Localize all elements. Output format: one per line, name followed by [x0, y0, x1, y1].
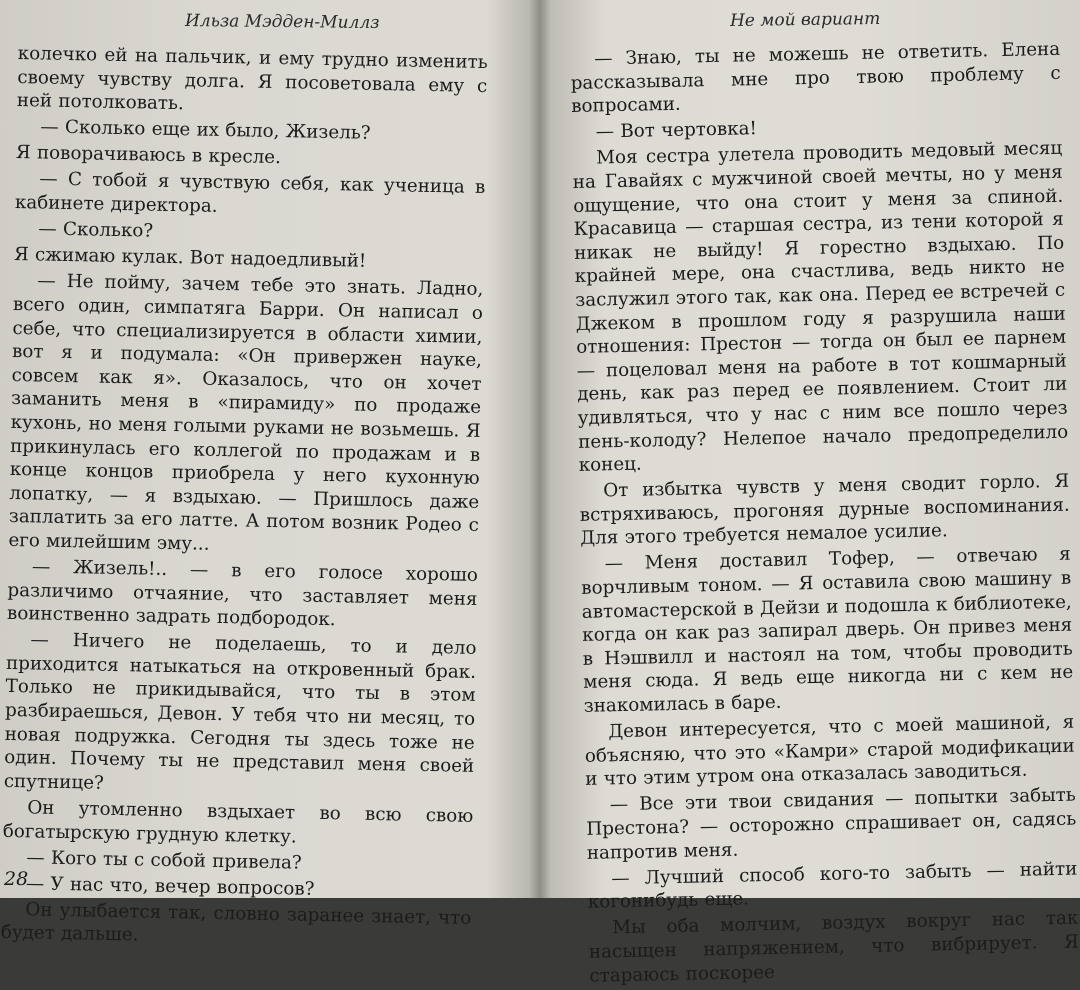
- paragraph: — Меня доставил Тофер, — отвечаю я ворчливым тоном. — Я оставила свою машину в автомастерской в Дейзи и подошла к библиотеке, когда он как раз запирал дверь. Он привез меня в Нэшвилл и настоял на том, чтобы проводить меня сюда. Я ведь еще никогда ни с кем не знакомилась в баре.: [581, 544, 1074, 717]
- paragraph: Моя сестра улетела проводить медовый месяц на Гавайях с мужчиной своей мечты, но у меня ощущение, что она стоит у меня за спиной. Красавица — старшая сестра, из тени которой я никак не выйду! Я горестно вздыхаю. По крайней мере, она счастлива, ведь никто не заслужил этого так, как она. Перед ее встречей с Джеком в прошлом году я разрушила наши отношения: Престон — тогда он был ее парнем — поцеловал меня на работе в тот кошмарный день, как раз перед ее появлением. Стоит ли удивляться, что у нас с ним все пошло через пень-колоду? Нелепое начало предопределило конец.: [572, 138, 1069, 476]
- right-page-text: [570, 38, 1080, 990]
- right-running-head: Не мой вариант: [729, 8, 881, 32]
- paragraph: — Знаю, ты не можешь не ответить. Елена рассказывала мне про твою проблему с вопросами.: [570, 38, 1061, 118]
- paragraph: Он улыбается так, словно заранее знает, что будет дальше.: [0, 899, 472, 946]
- right-page: [540, 0, 1080, 987]
- paragraph: Он утомленно вздыхает во всю свою богатырскую грудную клетку.: [2, 797, 474, 847]
- paragraph: колечко ей на пальчик, и ему трудно изменить своему чувству долга. Я посоветовала ему с ней потолковать.: [16, 42, 488, 115]
- paragraph: — Вот чертовка!: [595, 118, 758, 143]
- paragraph: Девон интересуется, что с моей машиной, я объясняю, что это «Камри» старой модификации и что этим утром она отказалась заводиться.: [584, 711, 1075, 791]
- left-page-text: [1, 42, 488, 956]
- paragraph: Я сжимаю кулак. Вот надоедливый!: [13, 244, 367, 272]
- paragraph: Я поворачиваюсь в кресле.: [15, 142, 282, 169]
- paragraph: — У нас что, вечер вопросов?: [25, 872, 315, 900]
- paragraph: — Все эти твои свидания — попытки забыть Престона? — осторожно спрашивает он, садясь напротив меня.: [586, 784, 1077, 864]
- paragraph: — Сколько еще их было, Жизель?: [40, 116, 371, 145]
- paragraph: Мы оба молчим, воздух вокруг нас так насыщен напряжением, что вибрирует. Я стараюсь поскорее: [588, 907, 1080, 987]
- left-page: [0, 0, 520, 946]
- paragraph: — Кого ты с собой привела?: [26, 846, 302, 874]
- page-number: 28: [4, 868, 29, 890]
- paragraph: — Сколько?: [38, 218, 154, 242]
- paragraph: — С тобой я чувствую себя, как ученица в кабинете директора.: [14, 168, 486, 217]
- paragraph: — Жизель!.. — в его голосе хорошо различимо отчаяние, что заставляет меня воинственно задрать подбородок.: [6, 556, 479, 631]
- paragraph: — Ничего не поделаешь, то и дело приходится натыкаться на откровенный брак. Только не прикидывайся, что ты в этом разбираешься, Девон. У тебя что ни месяц, то новая подружка. Сегодня ты здесь тоже не один. Почему ты не представил меня своей спутнице?: [3, 629, 477, 794]
- paragraph: — Лучший способ кого-то забыть — найти когонибудь еще.: [587, 858, 1078, 914]
- paragraph: От избытка чувств у меня сводит горло. Я встряхиваюсь, прогоняя дурные воспоминания. Для этого требуется немалое усилие.: [579, 470, 1070, 550]
- paragraph: — Не пойму, зачем тебе это знать. Ладно, всего один, симпатяга Барри. Он написал о себе, что специализируется в области химии, вот я и подумала: «Он привержен науке, совсем как я». Оказалось, что он хочет заманить меня в «пирамиду» по продаже кухонь, но меня голыми руками не возьмешь. Я прикинулась его коллегой по продажам и в конце концов приобрела у него кухонную лопатку, — я вздыхаю. — Пришлось даже заплатить за его латте. А потом возник Родео с его милейшим эму...: [8, 270, 484, 555]
- left-running-head: Ильза Мэдден-Миллз: [184, 10, 380, 34]
